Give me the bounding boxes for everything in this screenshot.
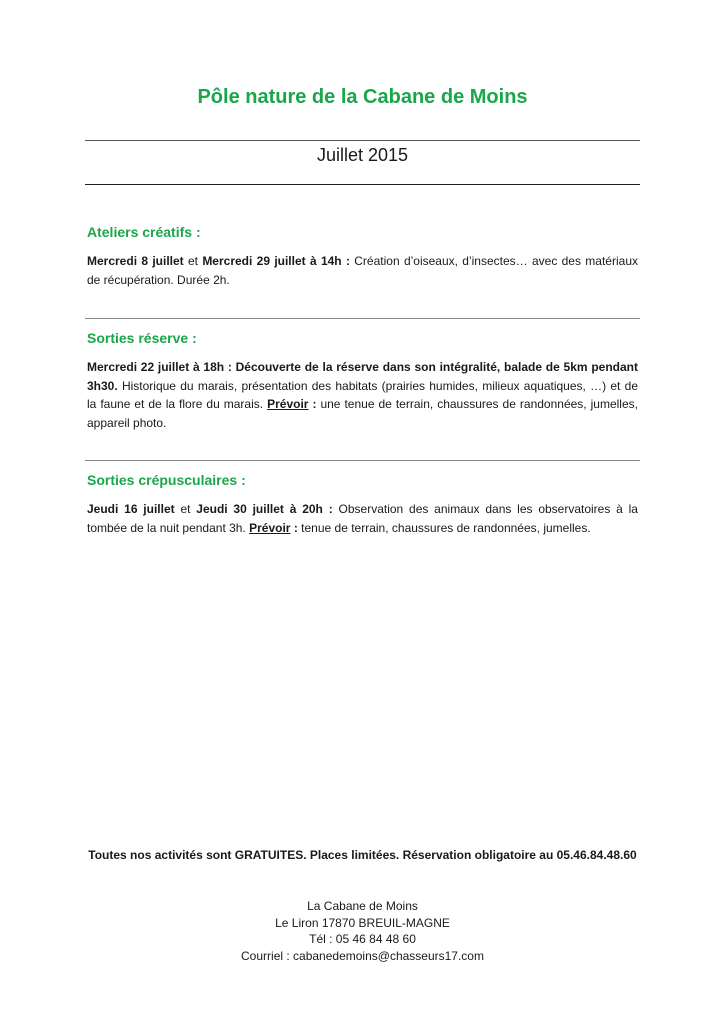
section-text-ateliers: [87, 252, 638, 289]
address-line-email: Courriel : cabanedemoins@chasseurs17.com: [241, 948, 484, 963]
section-text-sorties-crepusculaires: [87, 500, 638, 537]
section-heading-sorties-reserve: Sorties réserve :: [87, 330, 197, 346]
section-text-sorties-reserve: [87, 358, 638, 432]
prevoir-label: Prévoir: [249, 520, 291, 535]
equipment-text: une tenue de terrain, chaussures de randonnées, jumelles, appareil photo.: [87, 397, 638, 430]
subtitle-top-rule: [85, 140, 640, 141]
date-text: Mercredi 29 juillet à 14h :: [202, 254, 350, 268]
description-text: Historique du marais, présentation des habitats (prairies humides, milieux aquatiques, …) et de la faune et de la flore du marais.: [87, 378, 638, 411]
section-heading-ateliers: Ateliers créatifs :: [87, 224, 201, 240]
description-text: Création d’oiseaux, d’insectes… avec des matériaux de récupération. Durée 2h.: [87, 254, 638, 287]
date-text: Mercredi 8 juillet: [87, 254, 184, 268]
section-heading-sorties-crepusculaires: Sorties crépusculaires :: [87, 472, 246, 488]
colon-text: :: [308, 397, 317, 411]
colon-text: :: [290, 520, 298, 535]
section-divider: [85, 318, 640, 319]
section-divider: [85, 460, 640, 461]
address-line-street: Le Liron 17870 BREUIL-MAGNE: [275, 915, 450, 930]
page-title: Pôle nature de la Cabane de Moins: [197, 86, 528, 108]
subtitle-bottom-rule: [85, 184, 640, 185]
address-line-name: La Cabane de Moins: [307, 899, 418, 913]
prevoir-label: Prévoir: [267, 397, 309, 411]
connector-text: et: [183, 254, 203, 268]
month-subtitle: Juillet 2015: [316, 145, 409, 165]
date-text: Jeudi 16 juillet: [87, 502, 175, 516]
free-activities-notice: Toutes nos activités sont GRATUITES. Places limitées. Réservation obligatoire au 05.46.84.48.60: [88, 848, 637, 862]
equipment-text: tenue de terrain, chaussures de randonnées, jumelles.: [297, 520, 591, 535]
date-text: Mercredi 22 juillet à 18h : Découverte de la réserve dans son intégralité, balade de 5km pendant 3h30.: [87, 360, 638, 393]
description-text: Observation des animaux dans les observatoires à la tombée de la nuit pendant 3h.: [87, 502, 638, 535]
date-text: Jeudi 30 juillet à 20h :: [196, 502, 333, 516]
address-block: [0, 898, 725, 964]
address-line-phone: Tél : 05 46 84 48 60: [309, 932, 416, 946]
connector-text: et: [174, 502, 197, 516]
